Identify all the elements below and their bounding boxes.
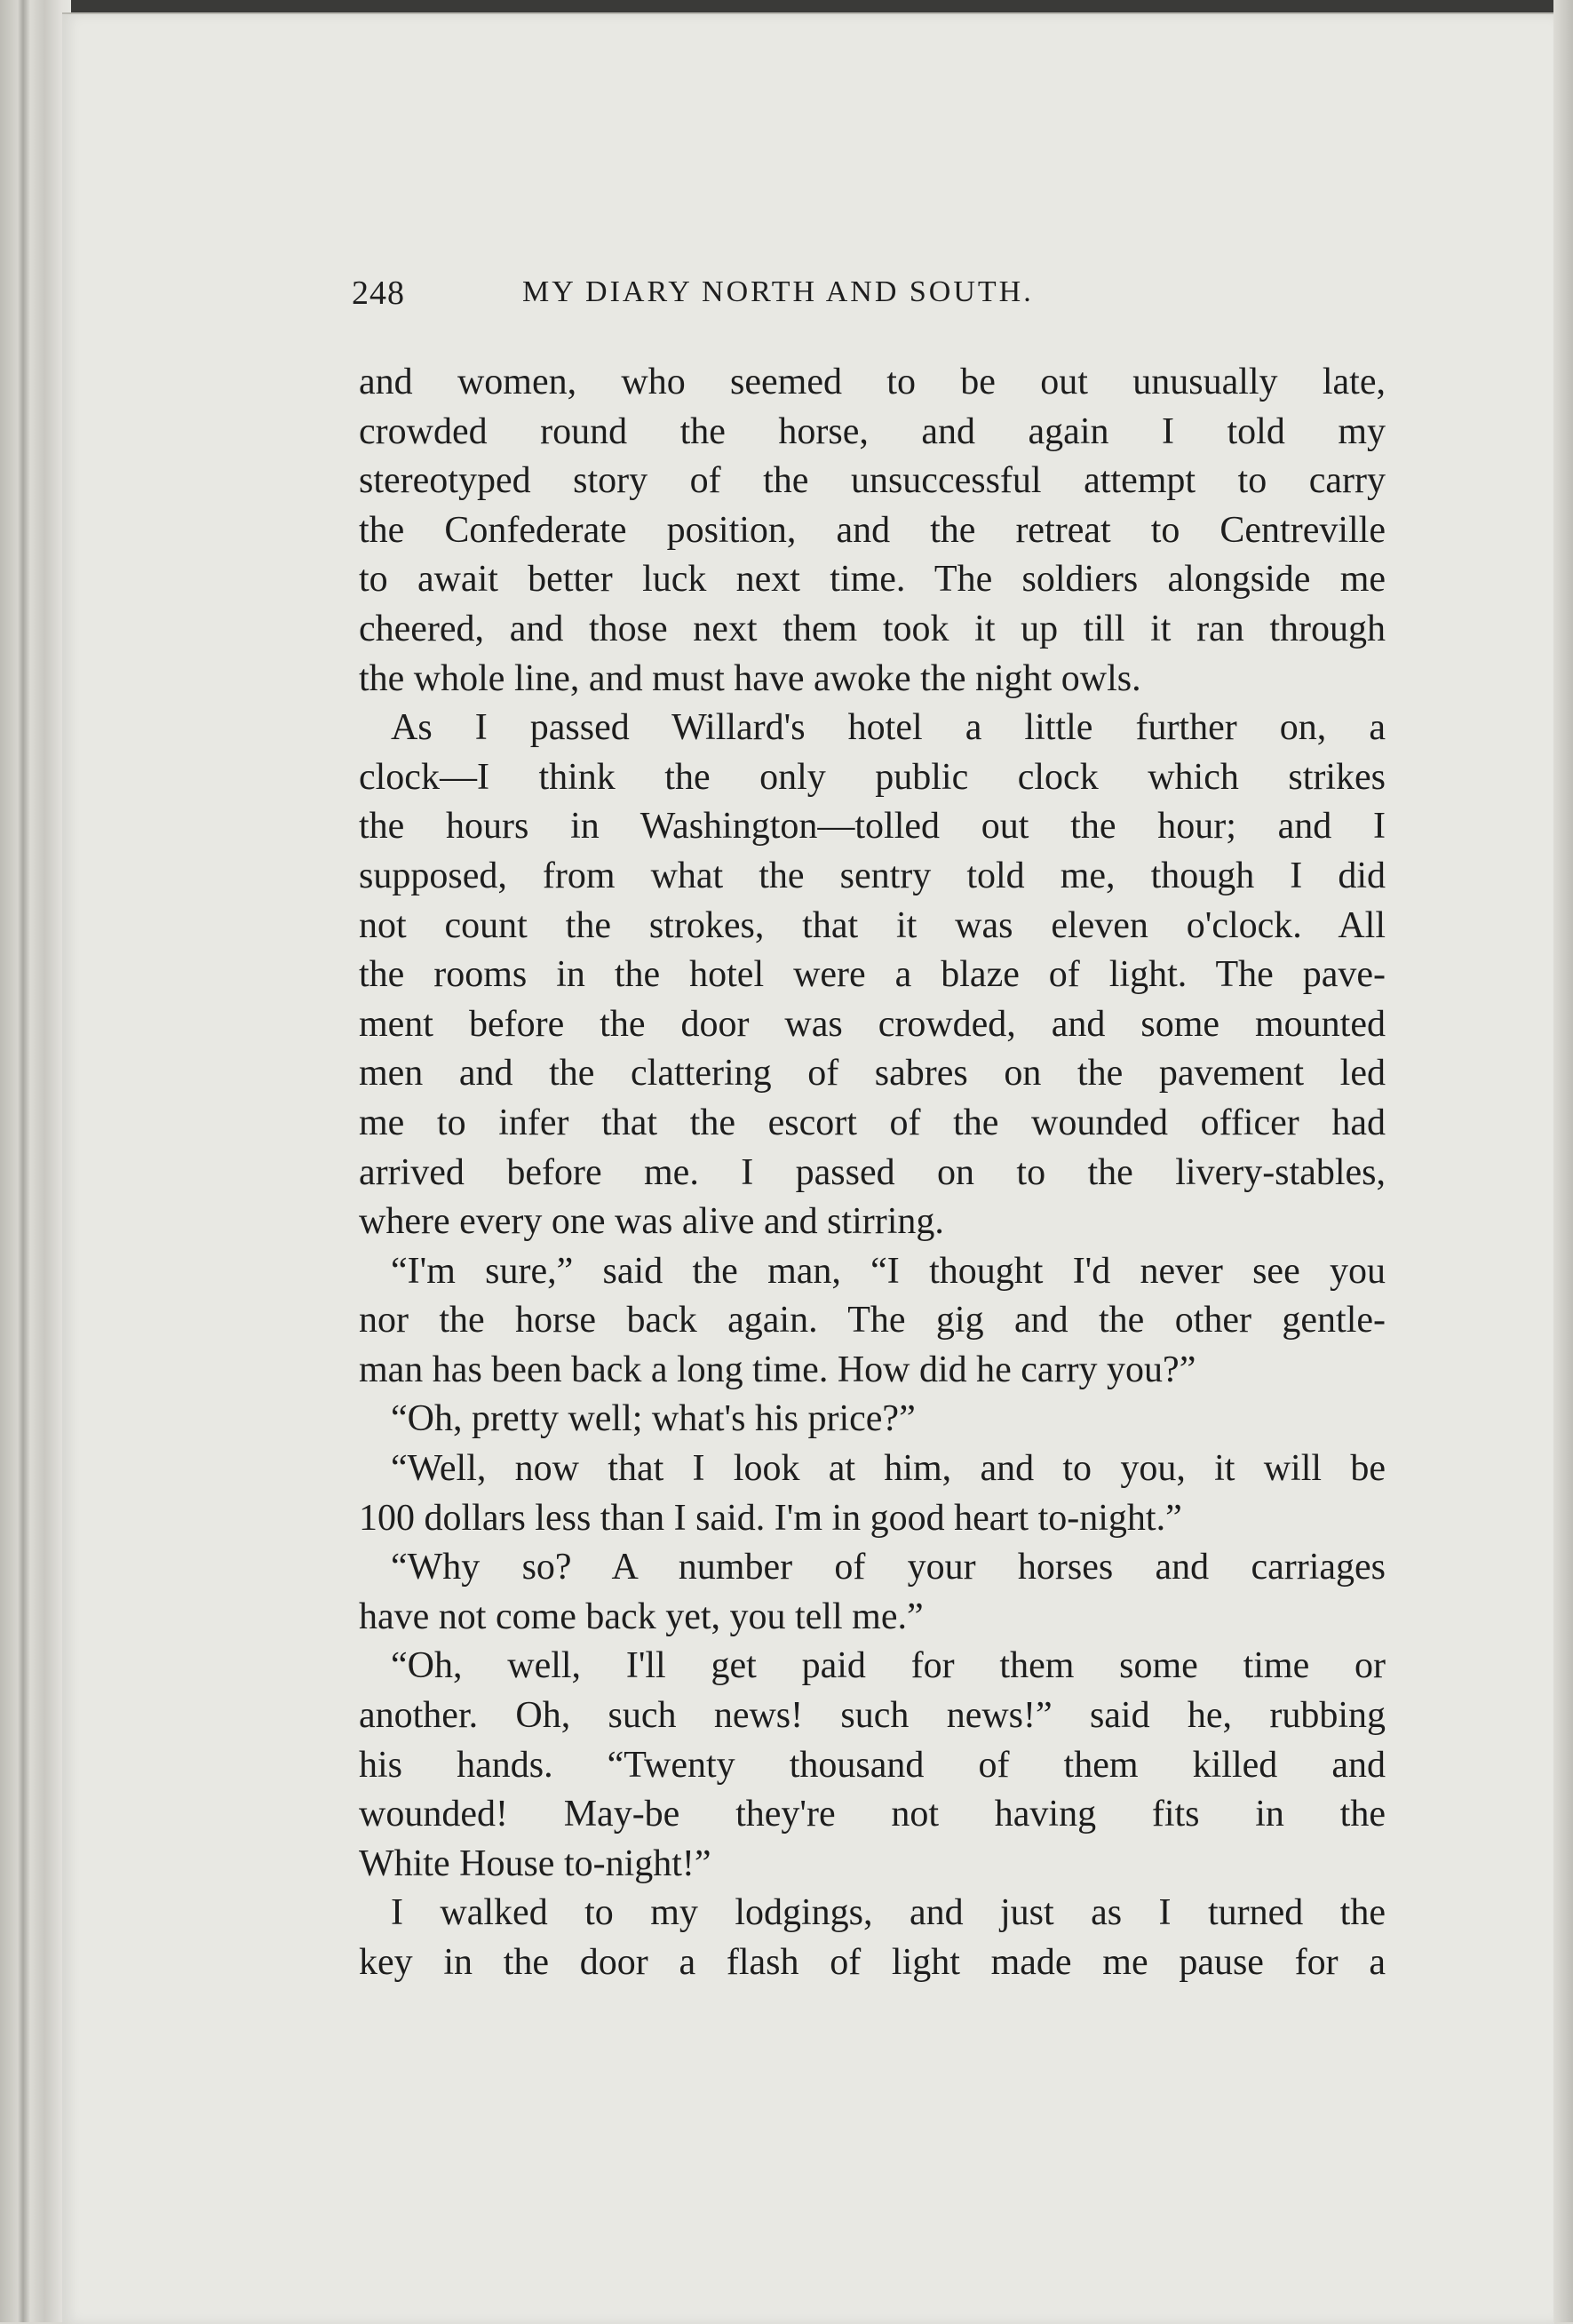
text-line: “Oh, pretty well; what's his price?”	[391, 1398, 916, 1440]
text-line: 100 dollars less than I said. I'm in good heart to-night.”	[359, 1497, 1182, 1539]
text-line: wounded! May-be they're not having fits in the	[359, 1794, 1386, 1835]
text-line: men and the clattering of sabres on the pavement led	[359, 1053, 1386, 1094]
page-number: 248	[352, 275, 405, 312]
text-line: “Well, now that I look at him, and to you, it will be	[391, 1448, 1386, 1490]
text-line: arrived before me. I passed on to the livery-stables,	[359, 1151, 1386, 1193]
page-stack-edge	[0, 0, 71, 2322]
text-line: clock—I think the only public clock which strikes	[359, 756, 1386, 798]
text-line: the hours in Washington—tolled out the hour; and I	[359, 806, 1386, 848]
text-line: man has been back a long time. How did he carry you?”	[359, 1349, 1196, 1390]
text-line: “I'm sure,” said the man, “I thought I'd never see you	[391, 1250, 1386, 1292]
text-line: the rooms in the hotel were a blaze of light. The pave-	[359, 954, 1386, 996]
scan-right-edge	[1553, 0, 1573, 2322]
text-line: not count the strokes, that it was eleven o'clock. All	[359, 904, 1386, 946]
text-line: White House to-night!”	[359, 1842, 711, 1884]
running-title: MY DIARY NORTH AND SOUTH.	[522, 275, 1034, 308]
text-line: to await better luck next time. The soldiers alongside me	[359, 559, 1386, 601]
text-line: crowded round the horse, and again I told my	[359, 410, 1386, 452]
text-line: the Confederate position, and the retreat to Centreville	[359, 509, 1386, 551]
scan-top-edge	[0, 0, 1573, 12]
text-line: I walked to my lodgings, and just as I turned the	[391, 1892, 1386, 1934]
text-line: supposed, from what the sentry told me, though I did	[359, 855, 1386, 896]
text-line: “Oh, well, I'll get paid for them some time or	[391, 1645, 1386, 1687]
text-line: key in the door a flash of light made me pause for a	[359, 1942, 1386, 1983]
page-header	[352, 274, 1391, 323]
text-line: ment before the door was crowded, and some mounted	[359, 1003, 1386, 1045]
text-line: his hands. “Twenty thousand of them killed and	[359, 1744, 1386, 1786]
text-line: and women, who seemed to be out unusually late,	[359, 362, 1386, 402]
text-line: where every one was alive and stirring.	[359, 1201, 944, 1243]
text-line: “Why so? A number of your horses and carriages	[391, 1547, 1386, 1588]
text-line: me to infer that the escort of the wounded officer had	[359, 1102, 1386, 1143]
text-line: have not come back yet, you tell me.”	[359, 1596, 924, 1637]
text-line: nor the horse back again. The gig and the other gentle-	[359, 1300, 1386, 1341]
text-line: another. Oh, such news! such news!” said he, rubbing	[359, 1695, 1386, 1737]
text-line: As I passed Willard's hotel a little further on, a	[391, 707, 1386, 749]
text-line: cheered, and those next them took it up till it ran through	[359, 608, 1386, 649]
text-line: stereotyped story of the unsuccessful attempt to carry	[359, 460, 1386, 502]
body-text	[359, 358, 1386, 1988]
text-line: the whole line, and must have awoke the night owls.	[359, 657, 1141, 699]
